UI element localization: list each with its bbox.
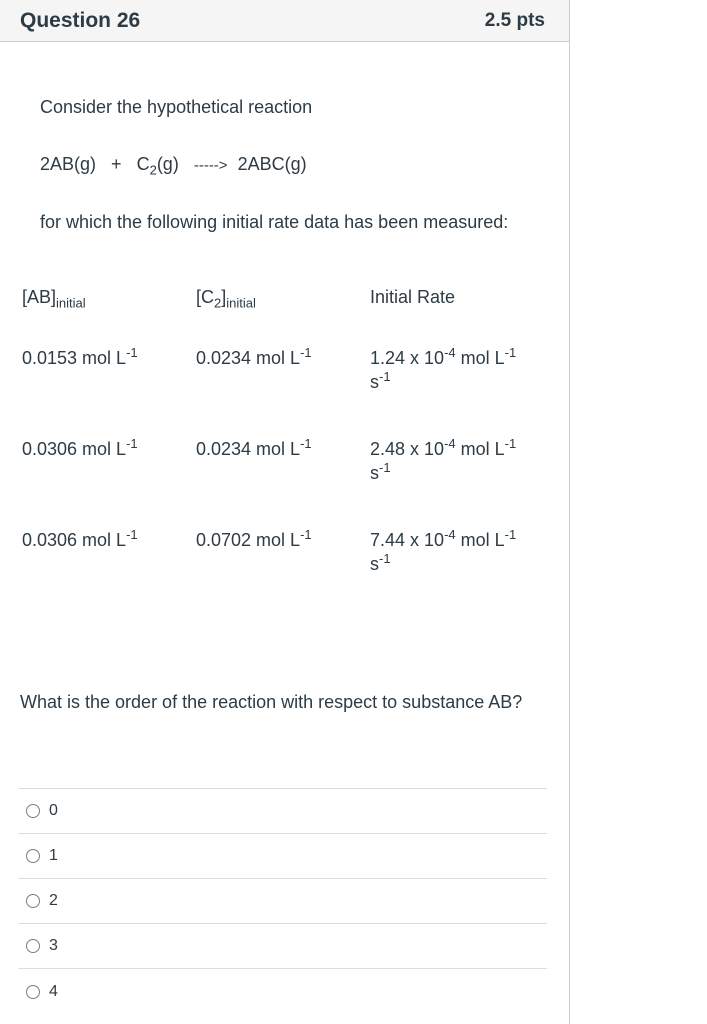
radio-button[interactable] [26, 939, 40, 953]
answer-list [18, 788, 547, 1014]
answer-label: 1 [49, 847, 58, 864]
answer-option-1[interactable] [18, 834, 547, 879]
radio-button[interactable] [26, 849, 40, 863]
reactant-c2: $C_2(g)$ [136, 154, 179, 178]
radio-button[interactable] [26, 985, 40, 999]
table-cell-rate: 2.48 x $10^{-4}$ mol $L^{-1}$ $s^{-1}$ [370, 436, 517, 483]
question-prompt: What is the order of the reaction with respect to substance AB? [20, 692, 523, 712]
answer-option-4[interactable] [18, 969, 547, 1014]
question-header [0, 0, 569, 42]
answer-option-0[interactable] [18, 789, 547, 834]
reaction-arrow: -----> [193, 157, 228, 174]
reaction-equation [20, 150, 327, 180]
table-cell-ab: 0.0153 mol $L^{-1}$ [22, 345, 138, 368]
answer-label: 3 [49, 937, 58, 954]
question-points: 2.5 pts [484, 9, 545, 31]
plus-sign: + [111, 154, 122, 174]
reactant-ab: 2AB(g) [40, 154, 97, 174]
table-cell-c2: 0.0234 mol $L^{-1}$ [196, 345, 312, 368]
radio-button[interactable] [26, 894, 40, 908]
intro-text: Consider the hypothetical reaction [40, 97, 313, 117]
table-cell-ab: 0.0306 mol $L^{-1}$ [22, 527, 138, 550]
table-cell-rate: 1.24 x $10^{-4}$ mol $L^{-1}$ $s^{-1}$ [370, 345, 517, 392]
table-cell-c2: 0.0702 mol $L^{-1}$ [196, 527, 312, 550]
header-ab-initial: $[AB]_{initial}$ [22, 287, 86, 311]
answer-label: 2 [49, 892, 58, 909]
question-title: Question 26 [20, 8, 141, 32]
product-abc: 2ABC(g) [237, 154, 307, 174]
table-cell-ab: 0.0306 mol $L^{-1}$ [22, 436, 138, 459]
header-initial-rate: Initial Rate [370, 287, 456, 307]
radio-button[interactable] [26, 804, 40, 818]
answer-label: 0 [49, 802, 58, 819]
header-c2-initial: $[C_2]_{initial}$ [196, 287, 256, 311]
answer-option-3[interactable] [18, 924, 547, 969]
table-cell-rate: 7.44 x $10^{-4}$ mol $L^{-1}$ $s^{-1}$ [370, 527, 517, 574]
answer-option-2[interactable] [18, 879, 547, 924]
table-cell-c2: 0.0234 mol $L^{-1}$ [196, 436, 312, 459]
data-intro-text: for which the following initial rate data has been measured: [40, 212, 509, 232]
answer-label: 4 [49, 982, 58, 1000]
